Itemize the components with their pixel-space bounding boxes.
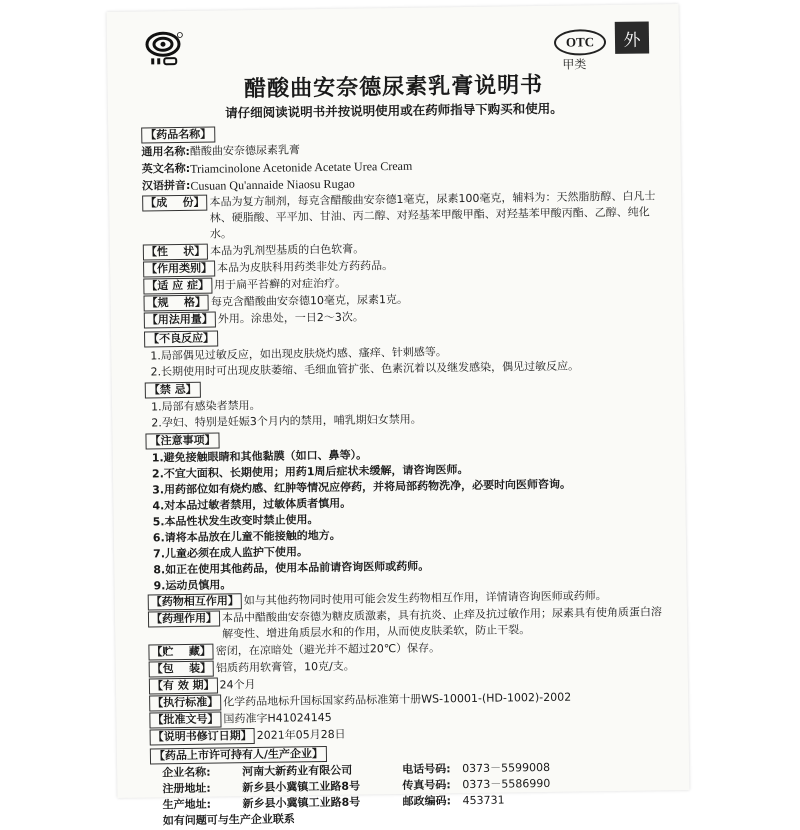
english-name-label: 英文名称:: [141, 161, 191, 176]
indication-value: 用于扁平苔癣的对症治疗。: [213, 276, 347, 292]
contraindication-heading: 【禁 忌】: [145, 382, 201, 399]
spec-label: 【规 格】: [144, 295, 210, 312]
spec-value: 每克含醋酸曲安奈德10毫克，尿素1克。: [210, 292, 409, 309]
company-name-label: 企业名称:: [162, 765, 211, 780]
english-name-value: Triamcinolone Acetonide Acetate Urea Cream: [190, 158, 413, 176]
drug-name-heading: 【药品名称】: [141, 127, 215, 144]
interaction-label: 【药物相互作用】: [148, 593, 242, 610]
composition-value: 本品为复方制剂，每克含醋酸曲安奈德1毫克，尿素100毫克，辅料为：天然脂肪醇、白凡士林、硬脂酸、平平加、甘油、丙二醇、对羟基苯甲酸甲酯、对羟基苯甲酸丙酯、乙醇、纯化水。: [209, 189, 656, 241]
standard-label: 【执行标准】: [149, 694, 221, 711]
precaution-item: 8.如正在使用其他药品，使用本品前请咨询医师或药师。: [153, 559, 430, 577]
precaution-item: 1.避免接触眼睛和其他黏膜（如口、鼻等）。: [151, 448, 368, 465]
common-name-value: 醋酸曲安奈德尿素乳膏: [189, 143, 300, 158]
registered-address-label: 注册地址:: [162, 781, 211, 796]
common-name-label: 通用名称:: [141, 144, 190, 159]
phone-label: 电话号码:: [402, 762, 451, 776]
precaution-item: 5.本品性状发生改变时禁止使用。: [152, 513, 319, 529]
usage-label: 【用法用量】: [144, 312, 216, 329]
character-value: 本品为乳剂型基质的白色软膏。: [210, 242, 365, 258]
instruction-leaflet: [107, 4, 690, 828]
precaution-item: 2.不宜大面积、长期使用；用药1周后症状未缓解，请咨询医师。: [151, 463, 469, 481]
storage-value: 密闭，在凉暗处（避光并不超过20℃）保存。: [215, 641, 441, 658]
phone-value: 0373－5599008: [462, 760, 551, 776]
pinyin-value: Cusuan Qu'annaide Niaosu Rugao: [190, 176, 355, 193]
adverse-item: 1.局部偶见过敏反应，如出现皮肤烧灼感、瘙痒、针刺感等。: [150, 345, 447, 363]
composition-label: 【成 份】: [142, 195, 208, 212]
precaution-item: 6.请将本品放在儿童不能接触的地方。: [152, 528, 341, 545]
validity-label: 【有 效 期】: [149, 678, 218, 695]
validity-value: 24个月: [219, 678, 256, 692]
manufacturer-info: [162, 758, 666, 813]
package-value: 铝质药用软膏管，10克/支。: [215, 659, 355, 675]
reading-notice: 请仔细阅读说明书并按说明使用或在药师指导下购买和使用。: [225, 100, 563, 121]
revision-date-label: 【说明书修订日期】: [150, 728, 255, 745]
adverse-heading: 【不良反应】: [144, 331, 218, 348]
approval-label: 【批准文号】: [149, 711, 221, 728]
precautions-heading: 【注意事项】: [145, 432, 219, 449]
adverse-item: 2.长期使用时可出现皮肤萎缩、毛细血管扩张、色素沉着以及继发感染，偶见过敏反应。: [150, 359, 580, 379]
composition-row: [142, 188, 658, 243]
pinyin-label: 汉语拼音:: [141, 178, 191, 193]
precaution-item: 4.对本品过敏者禁用，过敏体质者慎用。: [152, 496, 352, 513]
external-use-mark: 外: [615, 21, 649, 53]
production-address-label: 生产地址:: [162, 797, 212, 812]
company-logo-icon: [145, 31, 183, 66]
manufacturer-heading: 【药品上市许可持有人/生产企业】: [150, 746, 327, 764]
standard-value: 化学药品地标升国标国家药品标准第十册WS-10001-(HD-1002)-2002: [223, 690, 572, 709]
precaution-item: 3.用药部位如有烧灼感、红肿等情况应停药，并将局部药物洗净，必要时向医师咨询。: [152, 477, 572, 497]
pharmacology-label: 【药理作用】: [148, 611, 220, 628]
company-name-value: 河南大新药业有限公司: [242, 763, 353, 779]
page-title: 醋酸曲安奈德尿素乳膏说明书: [243, 72, 544, 103]
fax-value: 0373－5586990: [462, 776, 551, 792]
package-label: 【包 装】: [149, 661, 215, 678]
leaflet-body: [141, 118, 666, 829]
class-label: 甲类: [562, 57, 587, 72]
revision-date-value: 2021年05月28日: [256, 727, 346, 743]
registered-address-value: 新乡县小冀镇工业路8号: [242, 779, 361, 795]
precaution-item: 9.运动员慎用。: [153, 578, 232, 593]
fax-label: 传真号码:: [402, 778, 451, 792]
category-label: 【作用类别】: [143, 261, 215, 278]
zip-label: 邮政编码:: [402, 794, 452, 808]
contraindication-item: 1.局部有感染者禁用。: [150, 398, 261, 414]
interaction-value: 如与其他药物同时使用可能会发生药物相互作用，详情请咨询医师或药师。: [243, 589, 607, 608]
production-address-value: 新乡县小冀镇工业路8号: [242, 795, 361, 811]
zip-value: 453731: [462, 793, 505, 808]
contraindication-item: 2.孕妇、特别是妊娠3个月内的禁用，哺乳期妇女禁用。: [151, 412, 422, 430]
category-value: 本品为皮肤科用药类非处方药药品。: [217, 259, 394, 275]
otc-badge: OTC: [554, 29, 606, 56]
storage-label: 【贮 藏】: [148, 644, 214, 661]
indication-label: 【适 应 症】: [143, 278, 212, 295]
contact-note: 如有问题可与生产企业联系: [162, 812, 295, 828]
character-label: 【性 状】: [143, 244, 209, 261]
pharmacology-value: 本品中醋酸曲安奈德为糖皮质激素，具有抗炎、止痒及抗过敏作用；尿素具有使角质蛋白溶解变性、增进角质层水和的作用，从而使皮肤柔软，防止干裂。: [221, 605, 663, 641]
approval-value: 国药准字H41024145: [223, 710, 332, 726]
usage-value: 外用。涂患处，一日2～3次。: [217, 310, 364, 326]
precaution-item: 7.儿童必须在成人监护下使用。: [153, 545, 309, 561]
